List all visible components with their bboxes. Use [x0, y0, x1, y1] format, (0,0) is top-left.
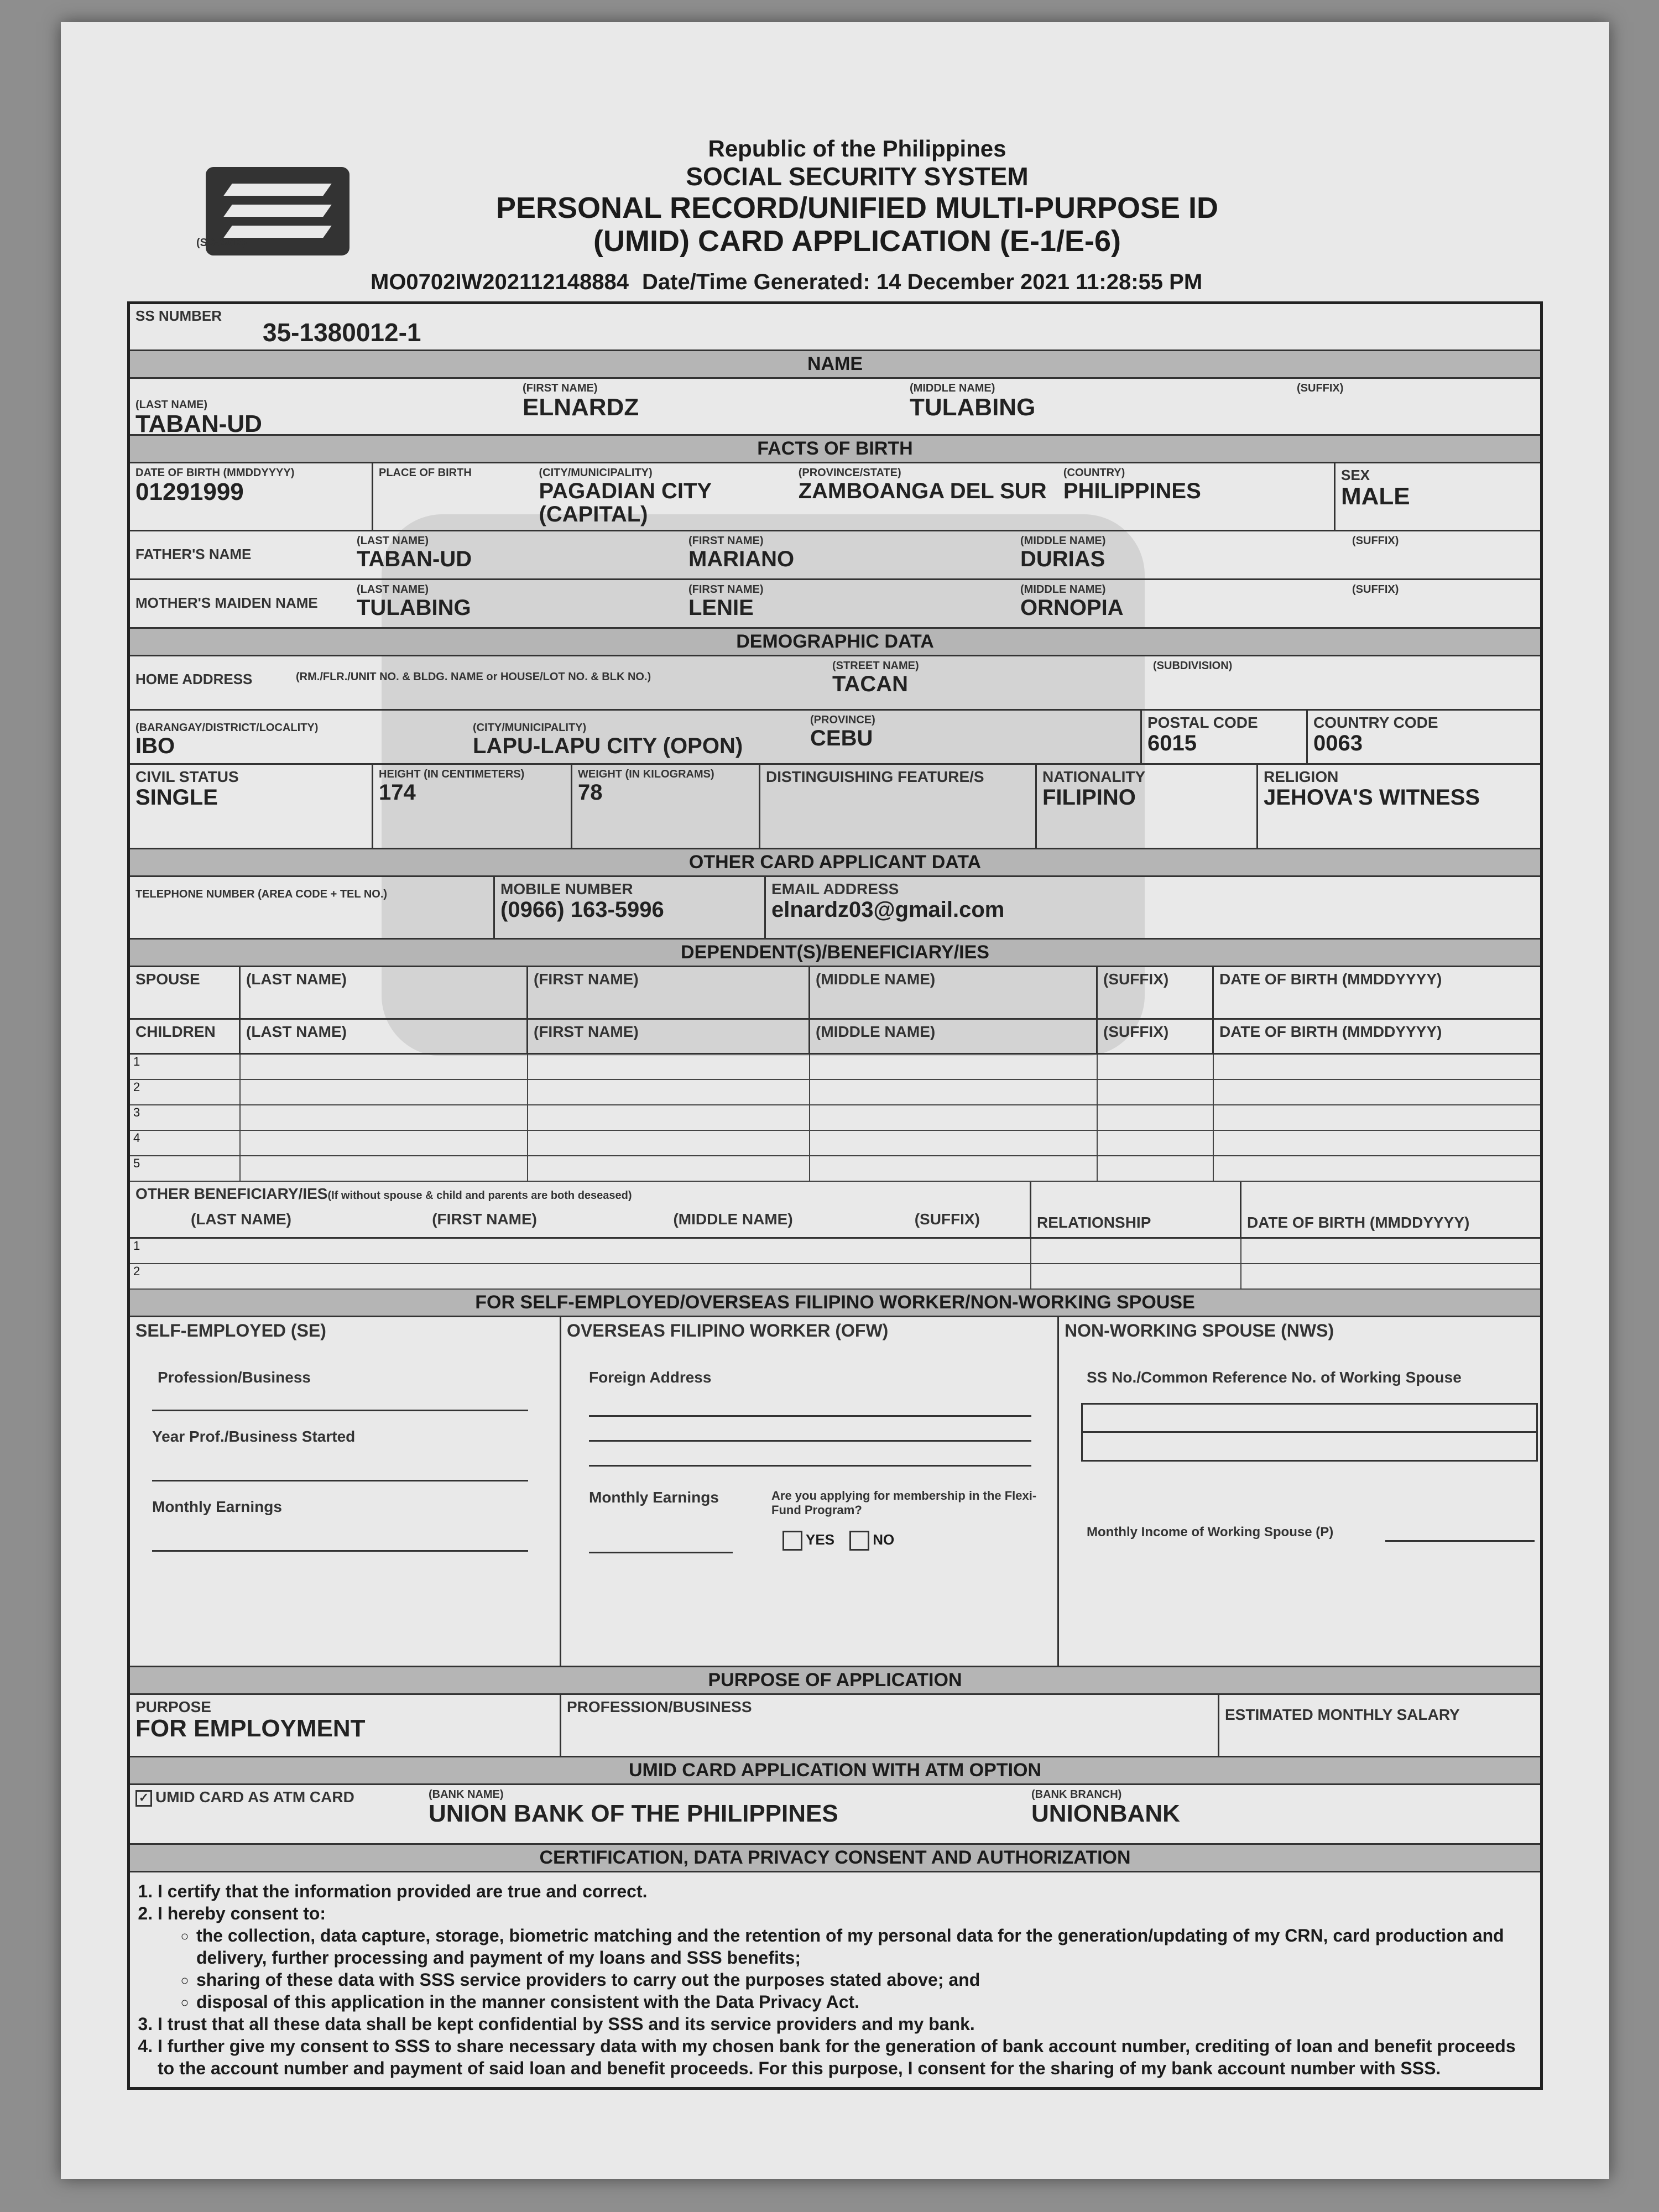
- religion-label: RELIGION: [1264, 768, 1339, 785]
- weight-value: 78: [578, 780, 603, 805]
- child-row-cell[interactable]: [1098, 1080, 1214, 1104]
- spouse-first-label: (FIRST NAME): [528, 967, 810, 1018]
- other-beneficiary-rows: [130, 1239, 1540, 1290]
- se-heading: SELF-EMPLOYED (SE): [135, 1321, 326, 1340]
- mother-middle-label: (MIDDLE NAME): [1020, 583, 1106, 596]
- header-title: PERSONAL RECORD/UNIFIED MULTI-PURPOSE ID: [495, 191, 1219, 225]
- child-row-cell[interactable]: [1214, 1156, 1535, 1181]
- religion-value: JEHOVA'S WITNESS: [1264, 785, 1480, 810]
- barangay-value: IBO: [135, 734, 175, 758]
- children-dob-label: DATE OF BIRTH (MMDDYYYY): [1219, 1023, 1442, 1040]
- middle-name-value: TULABING: [910, 394, 1036, 421]
- se-year-line[interactable]: [152, 1479, 528, 1481]
- se-profession-line[interactable]: [152, 1408, 528, 1411]
- nationality-value: FILIPINO: [1042, 785, 1136, 810]
- nws-income-line[interactable]: [1385, 1539, 1535, 1542]
- flexi-yes-label: YES: [806, 1531, 835, 1548]
- mother-middle-value: ORNOPIA: [1020, 596, 1124, 620]
- father-middle-value: DURIAS: [1020, 547, 1105, 571]
- postal-code-value: 6015: [1147, 731, 1197, 755]
- se-year-label: Year Prof./Business Started: [152, 1428, 356, 1445]
- child-row-cell[interactable]: [810, 1055, 1098, 1079]
- mother-first-value: LENIE: [688, 596, 754, 620]
- section-name: NAME: [130, 351, 1540, 379]
- dob-label: DATE OF BIRTH (MMDDYYYY): [135, 467, 295, 479]
- distinguishing-features-label: DISTINGUISHING FEATURE/S: [766, 768, 984, 785]
- address-city-value: LAPU-LAPU CITY (OPON): [473, 734, 743, 758]
- mobile-label: MOBILE NUMBER: [500, 880, 633, 898]
- section-other-data: OTHER CARD APPLICANT DATA: [130, 849, 1540, 877]
- address-city-label: (CITY/MUNICIPALITY): [473, 722, 587, 734]
- se-earnings-label: Monthly Earnings: [152, 1498, 282, 1515]
- flexi-yes-checkbox[interactable]: [782, 1531, 802, 1551]
- pob-label: PLACE OF BIRTH: [379, 467, 472, 479]
- child-row-cell[interactable]: [810, 1105, 1098, 1130]
- email-value: elnardz03@gmail.com: [771, 898, 1005, 922]
- ss-number-value: 35-1380012-1: [263, 318, 421, 347]
- mother-suffix-label: (SUFFIX): [1352, 583, 1399, 596]
- logo-code: (SS-2013): [196, 237, 247, 249]
- father-first-label: (FIRST NAME): [688, 535, 764, 547]
- section-atm-option: UMID CARD APPLICATION WITH ATM OPTION: [130, 1757, 1540, 1785]
- nws-heading: NON-WORKING SPOUSE (NWS): [1065, 1321, 1334, 1340]
- child-row-cell[interactable]: [1214, 1080, 1535, 1104]
- ofw-foreign-address-label: Foreign Address: [589, 1369, 712, 1386]
- spouse-middle-label: (MIDDLE NAME): [810, 967, 1098, 1018]
- mother-last-label: (LAST NAME): [357, 583, 429, 596]
- flexi-no-label: NO: [873, 1531, 895, 1548]
- dob-value: 01291999: [135, 478, 244, 505]
- children-last-label: (LAST NAME): [241, 1020, 528, 1053]
- other-row-cell[interactable]: [1241, 1239, 1540, 1263]
- suffix-label: (SUFFIX): [1297, 382, 1344, 394]
- application-form: [127, 301, 1543, 2090]
- child-row-number: 3: [130, 1105, 241, 1130]
- sex-label: SEX: [1341, 467, 1370, 483]
- bank-name-value: UNION BANK OF THE PHILIPPINES: [429, 1800, 838, 1827]
- child-row-cell[interactable]: [528, 1080, 810, 1104]
- atm-check-label: UMID CARD AS ATM CARD: [155, 1788, 354, 1806]
- child-row[interactable]: [130, 1105, 1540, 1131]
- child-row[interactable]: [130, 1080, 1540, 1105]
- civil-status-value: SINGLE: [135, 785, 218, 810]
- pob-province-value: ZAMBOANGA DEL SUR: [798, 479, 1047, 503]
- child-row-number: 5: [130, 1156, 241, 1181]
- first-name-label: (FIRST NAME): [523, 382, 598, 394]
- father-label: FATHER'S NAME: [135, 546, 252, 562]
- father-first-value: MARIANO: [688, 547, 795, 571]
- cert-bullet-1: ◦ the collection, data capture, storage, biometric matching and the retention of my personal data for the generation/updating of my CRN, card production and delivery, further processing and payment of my loans and SSS benefits;: [196, 1924, 1529, 1969]
- section-purpose: PURPOSE OF APPLICATION: [130, 1667, 1540, 1695]
- other-row-cell[interactable]: [1241, 1264, 1540, 1288]
- section-self-employed: FOR SELF-EMPLOYED/OVERSEAS FILIPINO WORKER/NON-WORKING SPOUSE: [130, 1290, 1540, 1317]
- section-facts-of-birth: FACTS OF BIRTH: [130, 436, 1540, 463]
- cert-item-3: 3. I trust that all these data shall be kept confidential by SSS and its service providers and my bank.: [158, 2013, 1529, 2035]
- home-address-label: HOME ADDRESS: [135, 671, 253, 687]
- father-last-value: TABAN-UD: [357, 547, 472, 571]
- ofw-address-line-1[interactable]: [589, 1414, 1031, 1417]
- father-middle-label: (MIDDLE NAME): [1020, 535, 1106, 547]
- child-row[interactable]: [130, 1131, 1540, 1156]
- other-dob-label: DATE OF BIRTH (MMDDYYYY): [1247, 1214, 1470, 1231]
- other-middle-label: (MIDDLE NAME): [673, 1211, 793, 1228]
- children-rows: [130, 1055, 1540, 1182]
- header-agency: SOCIAL SECURITY SYSTEM: [686, 162, 1029, 191]
- bank-branch-label: (BANK BRANCH): [1031, 1788, 1122, 1801]
- email-label: EMAIL ADDRESS: [771, 880, 899, 898]
- child-row-cell[interactable]: [810, 1156, 1098, 1181]
- postal-code-label: POSTAL CODE: [1147, 714, 1258, 731]
- child-row-cell[interactable]: [810, 1080, 1098, 1104]
- spouse-last-label: (LAST NAME): [241, 967, 528, 1018]
- last-name-value: TABAN-UD: [135, 410, 262, 437]
- child-row[interactable]: [130, 1156, 1540, 1182]
- civil-status-label: CIVIL STATUS: [135, 768, 239, 785]
- father-last-label: (LAST NAME): [357, 535, 429, 547]
- child-row-cell[interactable]: [1214, 1105, 1535, 1130]
- cert-item-4: 4. I further give my consent to SSS to share necessary data with my chosen bank for the generation of bank account number, crediting of loan and benefit proceeds to the account number and payment of said loan and benefit proceeds. For this purpose, I consent for the sharing of my bank account number with SSS.: [158, 2035, 1529, 2079]
- child-row-number: 2: [130, 1080, 241, 1104]
- mother-last-value: TULABING: [357, 596, 471, 620]
- mother-label: MOTHER'S MAIDEN NAME: [135, 594, 318, 611]
- pob-city-value: PAGADIAN CITY (CAPITAL): [539, 479, 712, 526]
- telephone-label: TELEPHONE NUMBER (AREA CODE + TEL NO.): [135, 888, 388, 900]
- header-subtitle: (UMID) CARD APPLICATION (E-1/E-6): [593, 225, 1121, 258]
- nws-income-label: Monthly Income of Working Spouse (P): [1087, 1524, 1334, 1540]
- reference-number: MO0702IW202112148884: [371, 270, 629, 294]
- cert-item-2: I hereby consent to:: [158, 1903, 326, 1923]
- address-province-label: (PROVINCE): [810, 714, 875, 726]
- spouse-dob-label: DATE OF BIRTH (MMDDYYYY): [1219, 971, 1442, 988]
- ofw-address-line-2[interactable]: [589, 1439, 1031, 1442]
- other-beneficiary-note: (If without spouse & child and parents are both deseased): [327, 1190, 632, 1202]
- ofw-address-line-3[interactable]: [589, 1464, 1031, 1467]
- middle-name-label: (MIDDLE NAME): [910, 382, 995, 394]
- children-label: CHILDREN: [130, 1020, 241, 1053]
- other-beneficiary-row[interactable]: [130, 1264, 1540, 1290]
- relationship-label: RELATIONSHIP: [1031, 1182, 1241, 1237]
- generated-datetime: Date/Time Generated: 14 December 2021 11:28:55 PM: [642, 270, 1203, 294]
- certification-text: [130, 1872, 1540, 2087]
- child-row-cell[interactable]: [810, 1131, 1098, 1155]
- section-demographic: DEMOGRAPHIC DATA: [130, 629, 1540, 656]
- other-row-number[interactable]: 1: [130, 1239, 1031, 1263]
- other-row-number[interactable]: 2: [130, 1264, 1031, 1288]
- estimated-salary-label: ESTIMATED MONTHLY SALARY: [1225, 1706, 1460, 1723]
- purpose-label: PURPOSE: [135, 1698, 211, 1715]
- bank-name-label: (BANK NAME): [429, 1788, 504, 1801]
- se-profession-label: Profession/Business: [158, 1369, 311, 1386]
- atm-checkbox-checked[interactable]: ✓: [135, 1790, 152, 1807]
- child-row-cell[interactable]: [1098, 1131, 1214, 1155]
- child-row-cell[interactable]: [1214, 1055, 1535, 1079]
- child-row[interactable]: [130, 1055, 1540, 1080]
- child-row-cell[interactable]: [528, 1156, 810, 1181]
- weight-label: WEIGHT (IN KILOGRAMS): [578, 768, 714, 780]
- child-row-cell[interactable]: [241, 1156, 528, 1181]
- ofw-earnings-label: Monthly Earnings: [589, 1489, 719, 1506]
- cert-item-1: 1. I certify that the information provided are true and correct.: [158, 1880, 1529, 1902]
- children-suffix-label: (SUFFIX): [1098, 1020, 1214, 1053]
- children-middle-label: (MIDDLE NAME): [810, 1020, 1098, 1053]
- cert-bullet-3: ◦ disposal of this application in the manner consistent with the Data Privacy Act.: [196, 1991, 1529, 2013]
- height-label: HEIGHT (IN CENTIMETERS): [379, 768, 525, 780]
- mobile-value: (0966) 163-5996: [500, 898, 664, 922]
- mother-first-label: (FIRST NAME): [688, 583, 764, 596]
- country-code-value: 0063: [1313, 731, 1363, 755]
- street-value: TACAN: [832, 672, 909, 696]
- child-row-cell[interactable]: [241, 1105, 528, 1130]
- spouse-suffix-label: (SUFFIX): [1098, 967, 1214, 1018]
- sex-value: MALE: [1341, 483, 1410, 510]
- child-row-cell[interactable]: [241, 1131, 528, 1155]
- other-row-cell[interactable]: [1031, 1264, 1241, 1288]
- unit-label: (RM./FLR./UNIT NO. & BLDG. NAME or HOUSE/LOT NO. & BLK NO.): [296, 671, 651, 683]
- section-dependents: DEPENDENT(S)/BENEFICIARY/IES: [130, 940, 1540, 967]
- barangay-label: (BARANGAY/DISTRICT/LOCALITY): [135, 722, 319, 734]
- purpose-value: FOR EMPLOYMENT: [135, 1715, 366, 1742]
- child-row-cell[interactable]: [1098, 1156, 1214, 1181]
- street-label: (STREET NAME): [832, 660, 919, 672]
- ss-number-label: SS NUMBER: [135, 307, 222, 324]
- section-certification: CERTIFICATION, DATA PRIVACY CONSENT AND AUTHORIZATION: [130, 1845, 1540, 1872]
- child-row-number: 4: [130, 1131, 241, 1155]
- child-row-cell[interactable]: [241, 1055, 528, 1079]
- nationality-label: NATIONALITY: [1042, 768, 1146, 785]
- ofw-heading: OVERSEAS FILIPINO WORKER (OFW): [567, 1321, 889, 1340]
- last-name-label: (LAST NAME): [135, 399, 207, 411]
- nws-ssno-label: SS No./Common Reference No. of Working Spouse: [1087, 1369, 1462, 1386]
- flexi-no-checkbox[interactable]: [849, 1531, 869, 1551]
- children-first-label: (FIRST NAME): [528, 1020, 810, 1053]
- spouse-label: SPOUSE: [130, 967, 241, 1018]
- se-earnings-line[interactable]: [152, 1549, 528, 1552]
- child-row-cell[interactable]: [1098, 1055, 1214, 1079]
- ofw-earnings-line[interactable]: [589, 1551, 733, 1553]
- other-beneficiary-label: OTHER BENEFICIARY/IES: [135, 1185, 328, 1202]
- generation-info: [371, 270, 1215, 295]
- country-code-label: COUNTRY CODE: [1313, 714, 1438, 731]
- height-value: 174: [379, 780, 416, 805]
- pob-city-label: (CITY/MUNICIPALITY): [539, 467, 653, 479]
- pob-country-label: (COUNTRY): [1063, 467, 1125, 479]
- purpose-profession-label: PROFESSION/BUSINESS: [561, 1695, 1219, 1756]
- pob-country-value: PHILIPPINES: [1063, 479, 1201, 503]
- child-row-cell[interactable]: [241, 1080, 528, 1104]
- father-suffix-label: (SUFFIX): [1352, 535, 1399, 547]
- subdivision-label: (SUBDIVISION): [1153, 660, 1233, 672]
- child-row-cell[interactable]: [528, 1105, 810, 1130]
- child-row-cell[interactable]: [528, 1131, 810, 1155]
- child-row-cell[interactable]: [528, 1055, 810, 1079]
- first-name-value: ELNARDZ: [523, 394, 639, 421]
- pob-province-label: (PROVINCE/STATE): [798, 467, 901, 479]
- child-row-cell[interactable]: [1214, 1131, 1535, 1155]
- child-row-cell[interactable]: [1098, 1105, 1214, 1130]
- nws-ssno-box[interactable]: [1081, 1403, 1538, 1462]
- other-beneficiary-row[interactable]: [130, 1239, 1540, 1264]
- child-row-number: 1: [130, 1055, 241, 1079]
- other-first-label: (FIRST NAME): [432, 1211, 537, 1228]
- bank-branch-value: UNIONBANK: [1031, 1800, 1180, 1827]
- address-province-value: CEBU: [810, 726, 873, 750]
- header-republic: Republic of the Philippines: [708, 135, 1006, 161]
- flexi-fund-question: Are you applying for membership in the Flexi-Fund Program?: [771, 1489, 1037, 1517]
- other-last-label: (LAST NAME): [191, 1211, 291, 1228]
- cert-bullet-2: ◦ sharing of these data with SSS service providers to carry out the purposes stated above; and: [196, 1969, 1529, 1991]
- other-row-cell[interactable]: [1031, 1239, 1241, 1263]
- other-suffix-label: (SUFFIX): [914, 1211, 980, 1228]
